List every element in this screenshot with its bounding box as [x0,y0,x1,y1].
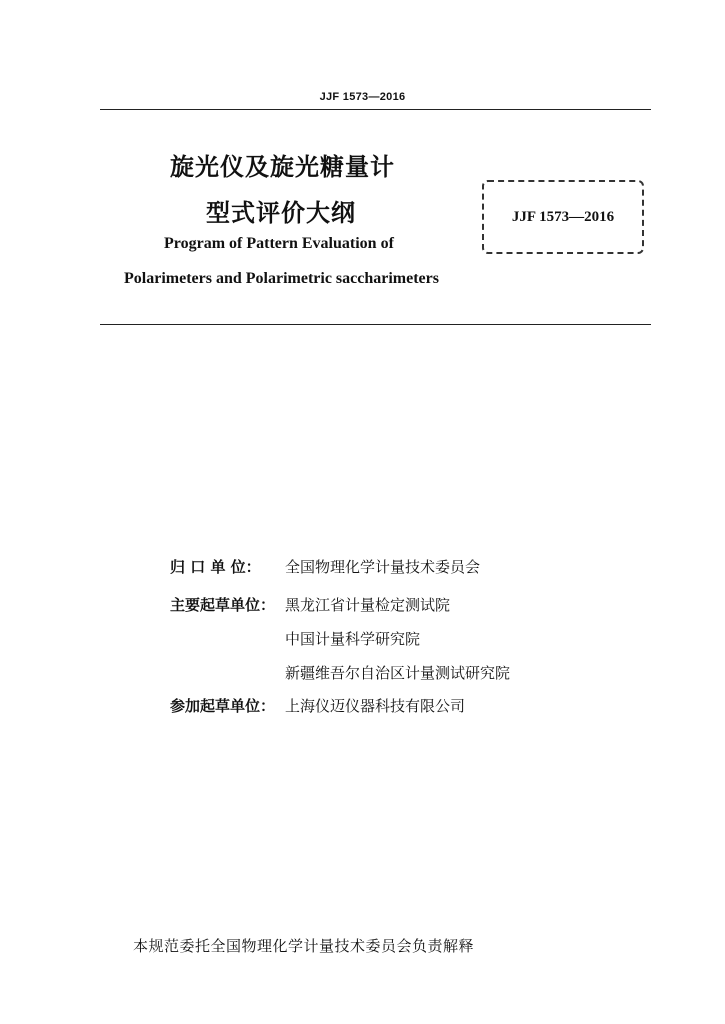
footer-interpretation-note: 本规范委托全国物理化学计量技术委员会负责解释 [133,937,475,955]
responsible-unit-label: 归 口 单 位： [170,558,261,576]
title-english-line-2: Polarimeters and Polarimetric saccharimeters [124,270,439,287]
main-drafting-unit-value-2: 中国计量科学研究院 [285,630,421,648]
document-code-box [482,180,644,254]
participating-drafting-unit-value: 上海仪迈仪器科技有限公司 [285,697,466,715]
title-chinese-line-1: 旋光仪及旋光糖量计 [170,153,395,181]
main-drafting-unit-row-2 [285,628,420,649]
title-divider [100,324,651,325]
participating-drafting-unit-row [170,695,465,716]
participating-drafting-unit-label: 参加起草单位： [170,697,276,715]
header-divider [100,109,651,110]
responsible-unit-row [170,556,480,577]
responsible-unit-value: 全国物理化学计量技术委员会 [285,558,481,576]
main-drafting-unit-value-1: 黑龙江省计量检定测试院 [285,596,451,614]
main-drafting-unit-row [170,594,450,615]
main-drafting-unit-row-3 [285,662,510,683]
title-english-line-1: Program of Pattern Evaluation of [164,235,394,252]
main-drafting-unit-value-3: 新疆维吾尔自治区计量测试研究院 [285,664,511,682]
main-drafting-unit-label: 主要起草单位： [170,596,276,614]
header-document-code: JJF 1573—2016 [319,91,406,103]
document-code-box-text: JJF 1573—2016 [511,208,615,225]
title-chinese-line-2: 型式评价大纲 [206,199,356,227]
